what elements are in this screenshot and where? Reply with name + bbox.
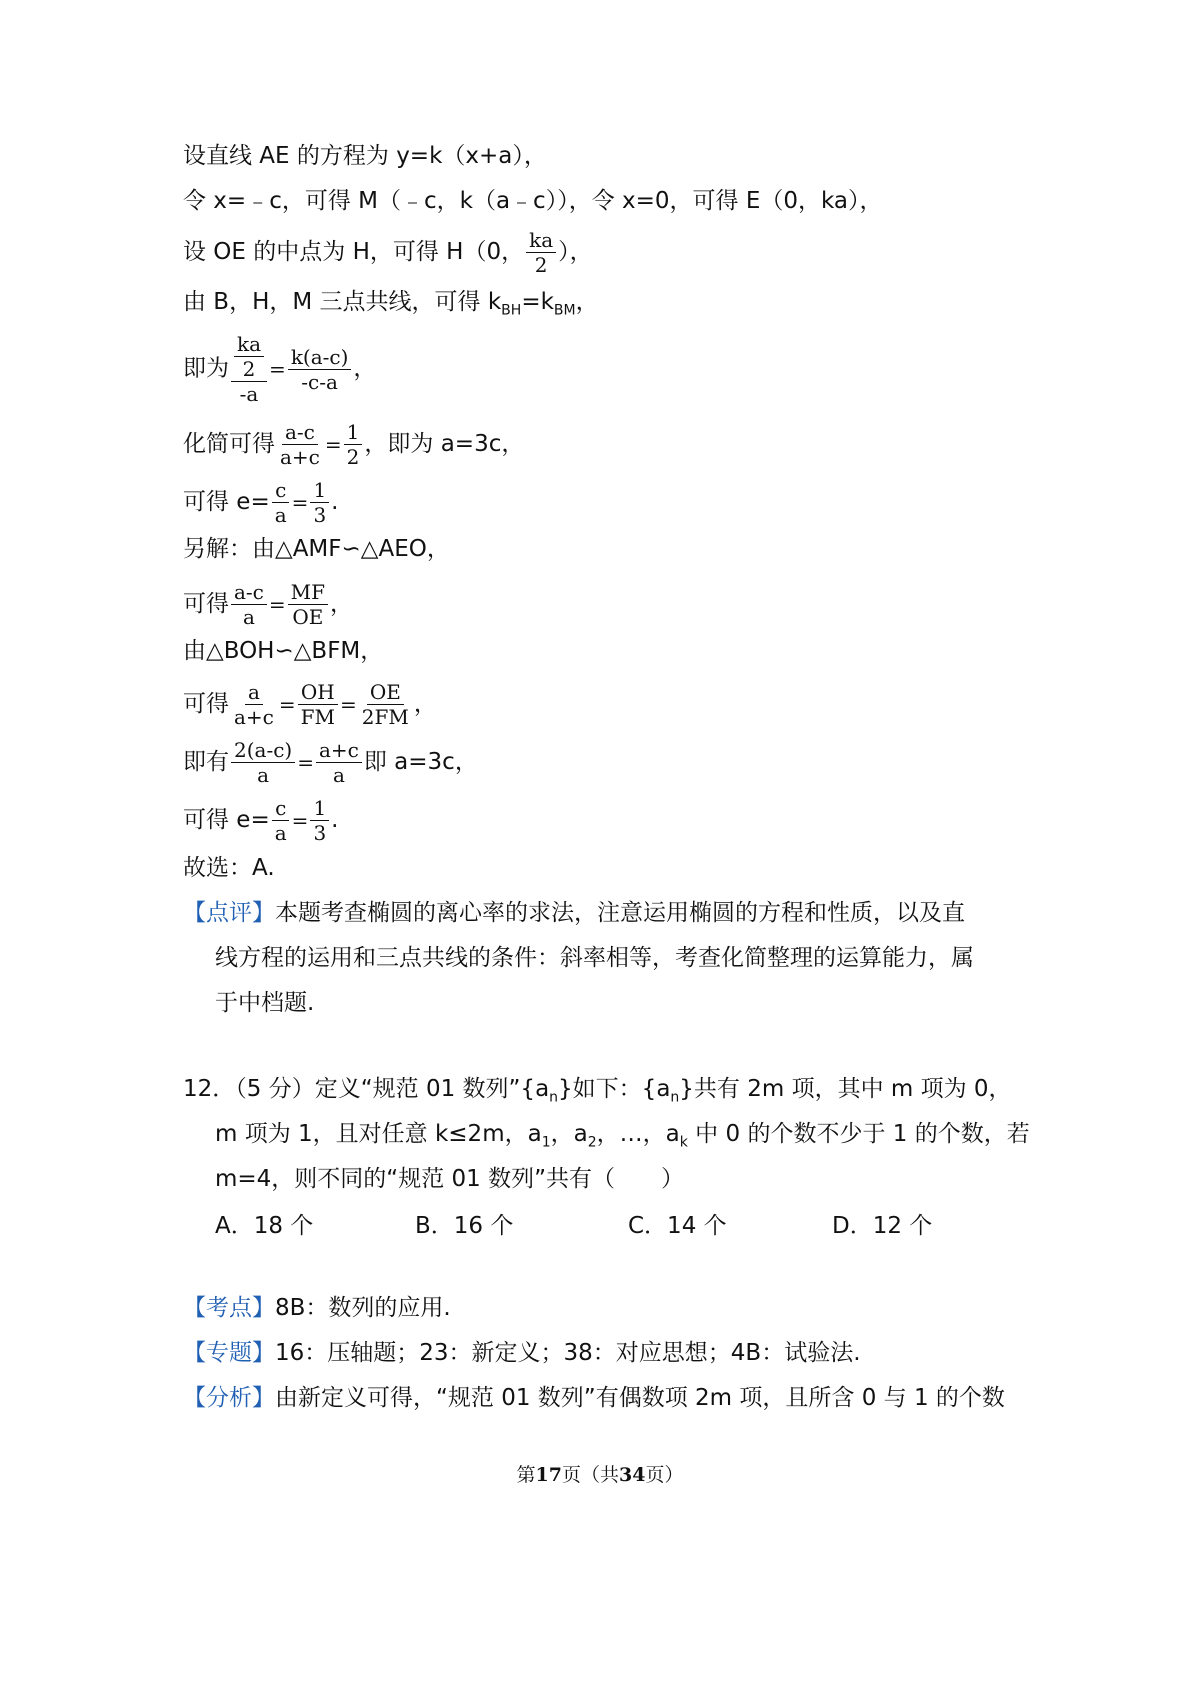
answer-line: 故选：A. [183,855,275,881]
solution-line: 即有 $\frac{2(a-c)}{a}$ = $\frac{a+c}{a}$ 即 a=3c， [183,738,478,787]
review-tag: 【点评】 [183,900,275,926]
kaodian-line: 【考点】8B：数列的应用. [183,1295,451,1321]
review-line: 线方程的运用和三点共线的条件：斜率相等，考查化简整理的运算能力，属 [215,945,974,971]
fraction: $\frac{2(a-c)}{a}$ [231,738,295,787]
compound-fraction: $\frac{\frac{ka}{2}}{-a}$ [231,332,267,406]
fenxi-tag: 【分析】 [183,1385,275,1411]
fraction: $\frac{ka}{2}$ [526,228,556,277]
fenxi-line: 【分析】由新定义可得，“规范 01 数列”有偶数项 2m 项，且所含 0 与 1 的个数 [183,1385,1005,1411]
question-line: m=4，则不同的“规范 01 数列”共有（ ） [215,1166,685,1192]
option-d: D．12 个 [832,1213,933,1239]
solution-line: 设 OE 的中点为 H，可得 H（0， $\frac{ka}{2}$ ）， [183,228,593,277]
question-line: 12．（5 分）定义“规范 01 数列$”\{a_n\}$如下：$\{a_n\}$共有 2m 项，其中 m 项为 0， [183,1076,1012,1106]
option-c: C．14 个 [628,1213,727,1239]
fraction: $\frac{c}{a}$ [272,478,290,527]
fraction: $\frac{MF}{OE}$ [288,580,328,629]
fraction: $\frac{OH}{FM}$ [298,680,338,729]
review-line: 【点评】本题考查椭圆的离心率的求法，注意运用椭圆的方程和性质，以及直 [183,900,965,926]
fraction: $\frac{a+c}{a}$ [316,738,362,787]
solution-line: 可得 $\frac{a-c}{a}$ = $\frac{MF}{OE}$ ， [183,580,354,629]
solution-line: 设直线 AE 的方程为 y=k（x+a）， [183,143,547,169]
option-a: A．18 个 [215,1213,314,1239]
fraction: $\frac{a-c}{a}$ [231,580,267,629]
zhuanti-tag: 【专题】 [183,1340,275,1366]
question-line: m 项为 1，且对任意 k≤2m，$a_1$，$a_2$，…，$a_k$ 中 0 的个数不少于 1 的个数，若 [215,1121,1030,1151]
kaodian-tag: 【考点】 [183,1295,275,1321]
page-footer: 第17页（共34页） [516,1464,684,1486]
solution-line: 化简可得 $\frac{a-c}{a+c}$ = $\frac{1}{2}$ ，即为 a=3c， [183,420,525,469]
fraction: $\frac{k(a-c)}{-c-a}$ [288,345,352,394]
solution-line: 由△BOH∽△BFM， [183,638,384,664]
fraction: $\frac{a-c}{a+c}$ [280,420,320,469]
review-line: 于中档题. [215,990,315,1016]
solution-line: 可得 e= $\frac{c}{a}$ = $\frac{1}{3}$ . [183,796,339,845]
solution-line: 可得 $\frac{a}{a+c}$ = $\frac{OH}{FM}$ = $\frac{OE}{2FM}$ ， [183,680,437,729]
fraction: $\frac{1}{3}$ [310,796,329,845]
solution-line: 即为 $\frac{\frac{ka}{2}}{-a}$ = $\frac{k(a-c)}{-c-a}$ ， [183,332,377,406]
solution-line: 可得 e= $\frac{c}{a}$ = $\frac{1}{3}$ . [183,478,339,527]
solution-line: 另解：由△AMF∽△AEO， [183,536,450,562]
fraction: $\frac{c}{a}$ [272,796,290,845]
zhuanti-line: 【专题】16：压轴题；23：新定义；38：对应思想；4B：试验法. [183,1340,861,1366]
fraction: $\frac{1}{3}$ [310,478,329,527]
fraction: $\frac{1}{2}$ [344,420,363,469]
option-b: B．16 个 [415,1213,514,1239]
solution-line: 令 x=﹣c，可得 M（﹣c，k（a﹣c）），令 x=0，可得 E（0，ka）， [183,188,883,214]
fraction: $\frac{a}{a+c}$ [234,680,274,729]
fraction: $\frac{OE}{2FM}$ [361,680,409,729]
solution-line: 由 B，H，M 三点共线，可得 $k_{BH}=k_{BM}$， [183,289,599,319]
